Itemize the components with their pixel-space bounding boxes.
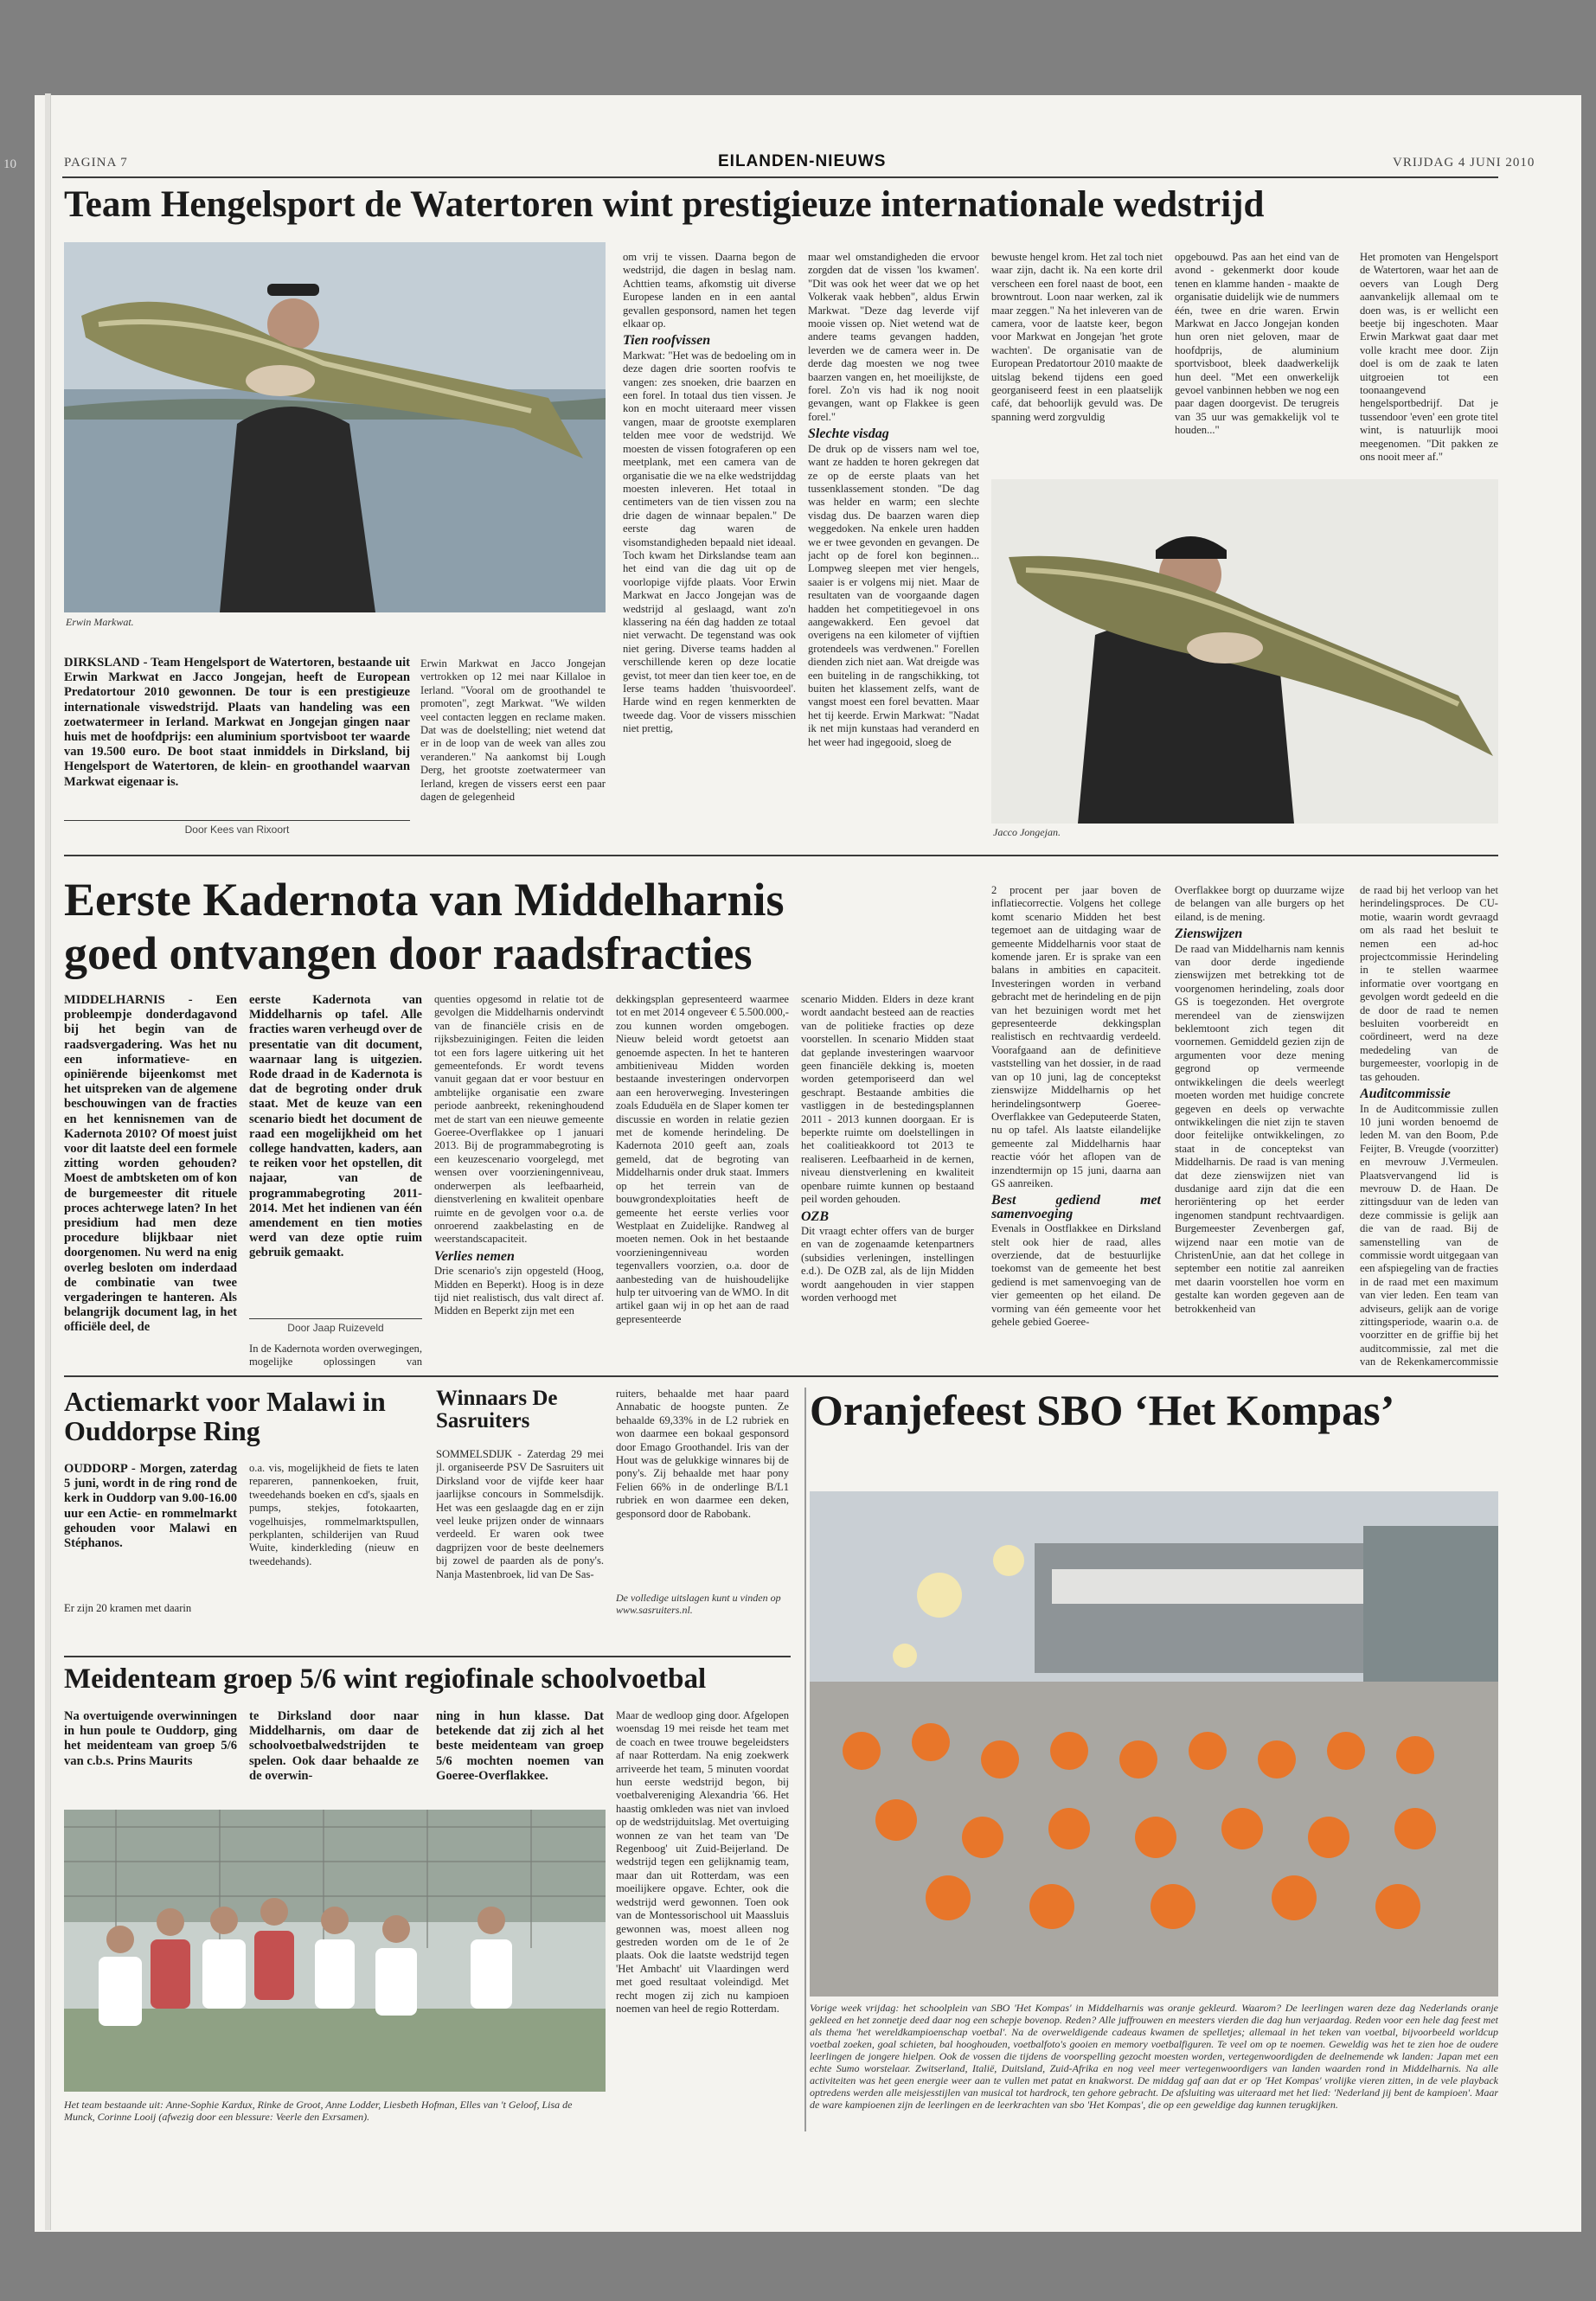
kadernota-col-e-subhead: OZB — [801, 1208, 829, 1224]
kadernota-byline: Door Jaap Ruizeveld — [287, 1322, 384, 1334]
kadernota-col-h — [1360, 884, 1498, 1370]
kadernota-col-e — [801, 993, 974, 1370]
kadernota-col-c-text2: Drie scenario's zijn opgesteld (Hoog, Midden en Beperkt). Hoog is in deze tijd niet realistisch, dus valt direct af. Midden en Beperkt zijn met een — [434, 1265, 604, 1317]
fishing-col-e: opgebouwd. Pas aan het eind van de avond - gekenmerkt door koude tenen en klamme handen - maakte de organisatie duidelijk wie de nummers één, twee en drie waren. Erwin Markwat en Jacco Jongejan konden hun oren niet geloven, maar de hoofdprijs, de aluminium sportvisboot, bleek daadwerkelijk hun deel. "Met een onwerkelijk gevoel vanbinnen hebben we nog een paar dagen doorgevist. De terugreis van 35 uur was gemakkelijk vol te houden..." — [1175, 251, 1339, 437]
fishing-col-c-subhead: Slechte visdag — [808, 426, 889, 442]
meiden-lead-b: te Dirksland door naar Middelharnis, om daar de schoolvoetbalwedstrijden te spelen. Ook daar behaalde ze de overwin- — [249, 1709, 419, 1783]
fishing-col-d: bewuste hengel krom. Het zal toch niet waar zijn, dacht ik. Na een korte dril verscheen een forel naast de boot, een browntrout. Loon naar werken, zal ik maar zeggen." Na het inleveren van de camera, voor de laatste keer, begon voor Markwat en Jongejan 'het grote wachten'. De organisatie van de European Predatortour 2010 maakte de uitslag bekend tijdens een goed georganiseerd feest in een plaatselijk café, dat behoorlijk gevuld was. De spanning werd zorgvuldig — [991, 251, 1163, 423]
fishing-byline: Door Kees van Rixoort — [184, 824, 290, 836]
malawi-lead: OUDDORP - Morgen, zaterdag 5 juni, wordt in de ring rond de kerk in Ouddorp van 9.00-16.00 uur een Actie- en rommelmarkt gehouden voor Malawi en Stéphanos. — [64, 1462, 237, 1551]
kadernota-col-f-subhead: Best gediend met samenvoeging — [991, 1193, 1161, 1221]
meiden-headline: Meidenteam groep 5/6 wint regiofinale schoolvoetbal — [64, 1663, 707, 1695]
photo-erwin-markwat — [64, 242, 606, 612]
fishing-col-b — [623, 251, 796, 843]
kompas-headline: Oranjefeest SBO ‘Het Kompas’ — [810, 1386, 1395, 1434]
fishing-headline: Team Hengelsport de Watertoren wint prestigieuze internationale wedstrijd — [64, 184, 1265, 225]
kadernota-lead-a: MIDDELHARNIS - Een probleempje donderdagavond bij het begin van de raadsvergadering. Was het nu een informatieve- en opiniërende bijeenkomst met het uitspreken van de algemene beschouwingen van de fracties en het kennisnemen van de Kadernota 2010? Of moest juist voor dit laatste deel een formele zitting worden gehouden? Moest de ambtsketen om of kon de burgemeester dit rituele proces achterwege laten? In het presidium had men deze procedure blijkbaar niet doorgenomen. Nu werd na enig overleg besloten om inderdaad de combinatie van twee vergaderingen te hanteren. Als belangrijk document lag, in het officiële deel, de — [64, 993, 237, 1335]
fishing-lead: DIRKSLAND - Team Hengelsport de Watertoren, bestaande uit Erwin Markwat en Jacco Jongejan, heeft de European Predatortour 2010 gewonnen. De tour is een prestigieuze internationale viswedstrijd. Plaats van handeling was een zoetwatermeer in Ierland. Markwat en Jongejan gingen naar huis met de hoofdprijs: een aluminium sportvisboot ter waarde van 19.500 euro. De boot staat inmiddels in Dirksland, bij Hengelsport de Watertoren, de klein- en groothandel waarvan Markwat eigenaar is. — [64, 656, 410, 789]
kadernota-col-h-text: de raad bij het verloop van het herindelingsproces. De CU-motie, waarin wordt gevraagd om als raad het besluit te nemen een ad-hoc projectcommissie Herindeling in te stellen waarmee informatie over voortgang en gevolgen wordt gedeeld en die de door de raad te nemen besluiten voorbereidt en coördineert, werd na deze mededeling van de burgemeester, voorlopig in de tas gehouden. — [1360, 884, 1498, 1083]
meiden-lead-c: ning in hun klasse. Dat betekende dat zij zich al het beste meidenteam van groep 5/6 mochten noemen van Goeree-Overflakkee. — [436, 1709, 604, 1783]
byline-rule — [64, 820, 410, 821]
kadernota-col-e-text2: Dit vraagt echter offers van de burger en van de zogenaamde ketenpartners (subsidies verleningen, instellingen e.d.). De OZB zal, als de lijn Midden wordt aangehouden in vier stappen worden verhoogd met — [801, 1224, 974, 1304]
photo-jacco-jongejan — [991, 479, 1498, 824]
sasruiters-body2: ruiters, behaalde met haar paard Annabatic de hoogste punten. Ze behaalde 69,33% in de L2 rubriek en won daarmee een bokaal gesponsord door Emago Groothandel. Iris van der Hout was de gelukkige winnares bij de pony's. Zij behaalde met haar pony Felien 66% in de onderlinge B/L1 rubriek en won daarmee een deken, gesponsord door de Rabobank. — [616, 1388, 789, 1520]
photo2-caption: Jacco Jongejan. — [993, 826, 1061, 838]
kadernota-col-f-text2: Evenals in Oostflakkee en Dirksland stelt ook hier de raad, alles overziende, dat de bestuurlijke toekomst van de gemeente het best gediend is met samenvoeging van de vier gemeenten op het eiland. De vorming van één gemeente voor het gehele gebied Goeree- — [991, 1222, 1161, 1328]
kadernota-col-g-text2: De raad van Middelharnis nam kennis van door derde ingediende zienswijzen met betrekking tot de voorgenomen herindeling, zoals door GS is toegezonden. Het overgrote merendeel van de zienswijzen beklemtoont zich tegen dit voornemen. Gemiddeld gezien zijn de argumenten voor deze mening gegrond op vermeende ontwikkelingen die deels weerlegt moeten worden met huidige concrete gegeven en deels op verwachte ontwikkelingen die niet zijn te staven door feitelijke ontwikkelingen, zo staat in de conceptekst van Middelharnis. De raad is van mening dat deze zienswijzen niet van dusdanige aard zijn dat die een heroriëntering op het eerder ingenomen standpunt rechtvaardigen. Burgemeester Zevenbergen gaf, wijzend naar een motie van de ChristenUnie, aan dat het college in september een notitie zal aanreiken met daarin voorstellen hoe vorm en gestalte kan worden gegeven aan de betrokkenheid van — [1175, 942, 1344, 1315]
fishing-col-c — [808, 251, 979, 843]
masthead: EILANDEN-NIEUWS — [718, 152, 887, 170]
malawi-body-tail: Er zijn 20 kramen met daarin — [64, 1602, 192, 1614]
meiden-body: Maar de wedloop ging door. Afgelopen woensdag 19 mei reisde het team met de coach en twee trouwe begeleidsters af naar Rotterdam. Na enig zoekwerk arriveerde het team, 5 minuten voordat hun eerste wedstrijd begon, bij voetbalvereniging Alexandria '66. Het haastig omkleden was niet van invloed op de wedstrijduitslag. Met overtuiging wonnen ze van het team van 'De Regenboog' uit Zuid-Beijerland. De wedstrijd tegen een gelijknamig team, maar dan uit Rotterdam, was een moeilijkere opgave. Echter, ook die wedstrijd werd gewonnen. Toen ook van de Montessorischool uit Maassluis gewonnen was, moest alleen nog gestreden worden om de 1e of 2e plaats. Ook die laatste wedstrijd tegen 'Het Ambacht' uit Vlaardingen werd met goed resultaat voleindigd. Met recht mogen zij zich nu kampioen noemen van heel de regio Rotterdam. — [616, 1709, 789, 2015]
photo-oranjefeest — [810, 1491, 1498, 1997]
kadernota-headline-line2: goed ontvangen door raadsfracties — [64, 927, 753, 979]
kadernota-col-b2: In de Kadernota worden overwegingen, mogelijke oplossingen van — [249, 1343, 422, 1368]
fishing-col-b-subhead: Tien roofvissen — [623, 333, 711, 349]
kadernota-col-c — [434, 993, 604, 1370]
fishing-col-c-text2: De druk op de vissers nam wel toe, want ze hadden te horen gekregen dat ze op de eerste plaats van het tussenklassement stonden. "De dag was helder en warm; een slechte visdag dus. De baarzen waren diep weggedoken. Na enkele uren hadden we er twee gevonden en gevangen. De jacht op de forel kon beginnen... Lompweg sleepen met vier hengels, saaier is er volgens mij niet. Maar de resultaten van de voorgaande dagen hadden het competitiegevoel in ons aangewakkerd. Een gevoel dat overigens na een kilometer of vijftien grotendeels was verdwenen." Forellen dienden zich niet aan. Wat dreigde was een buiteling in de rangschikking, tot buiten het klassement zelfs, want de vangst moest een forel bevatten. Maar het tij keerde. Erwin Markwat: "Nadat ik net mijn kunstaas had veranderd en het weer had ingegooid, sloeg de — [808, 442, 979, 748]
meiden-caption: Het team bestaande uit: Anne-Sophie Kardux, Rinke de Groot, Anne Lodder, Liesbeth Hofman, Elles van 't Geloof, Lisa de Munck, Corinne Looij (afwezig door een blessure: Veerle den Exrsamen). — [64, 2099, 573, 2123]
photo-meidenteam — [64, 1810, 606, 2092]
section-rule-3 — [64, 1656, 791, 1657]
kadernota-lead-b: eerste Kadernota van Middelharnis op tafel. Alle fracties waren verheugd over de presentatie van dit document, waarnaar lang is uitgezien. Rode draad in de Kadernota is dat de begroting onder druk staat. Met de keuze van een scenario biedt het document de raad een mogelijkheid om het college handvatten, kaders, aan te reiken voor het opstellen, dit najaar, van de programmabegroting 2011-2014. Met het indienen van één amendement en tien moties werd van deze optie ruim gebruik gemaakt. — [249, 993, 422, 1260]
kadernota-col-g-subhead: Zienswijzen — [1175, 926, 1243, 942]
sasruiters-footer: De volledige uitslagen kunt u vinden op www.sasruiters.nl. — [616, 1592, 781, 1616]
edge-page-marker: 10 — [3, 157, 16, 171]
section-rule-1 — [64, 855, 1498, 856]
kadernota-col-h-text2: In de Auditcommissie zullen 10 juni worden benoemd de leden M. van den Boom, P.de Feijter, B. Vreugde (voorzitter) en mevrouw J.Vermeulen. Plaatsvervangend lid is mevrouw D. de Haan. De zittingsduur van de leden van deze commissie is gelijk aan die van de raad. Bij de samenstelling van de commissie wordt uitgegaan van een afspiegeling van de fracties in de raad met een maximum van vier leden. Een team van adviseurs, gelijk aan de vorige zittingsperiode, waarin o.a. de voorzitter en de griffie bij het auditcommissie, zal met die van de Rekenkamercommissie — [1360, 1102, 1498, 1368]
fishing-col-b-text: om vrij te vissen. Daarna begon de wedstrijd, die dagen in beslag nam. Achttien teams, afkomstig uit diverse Europese landen en in een aantal gevallen gesponsord, namen het tegen elkaar op. — [623, 251, 796, 330]
kadernota-headline-line1: Eerste Kadernota van Middelharnis — [64, 874, 785, 926]
kadernota-col-g-text: Overflakkee borgt op duurzame wijze de belangen van alle burgers op het eiland, is de mening. — [1175, 884, 1344, 923]
kadernota-col-c-text: quenties opgesomd in relatie tot de gevolgen die Middelharnis ondervindt van de financiële crisis en de rijksbezuinigingen. Feiten die leiden tot een fors lagere uitkering uit het gemeentefonds. Er wordt tevens vanuit gegaan dat er voor bestuur en ambtelijke organisatie een zware periode aanbreekt, rekeninghoudend met de start van een nieuwe gemeente Goeree-Overflakkee op 1 januari 2013. Bij de programmabegroting is een keuzescenario voorgelegd, met wensen over voorzieningenniveau, onderwerpen als leefbaarheid, dienstverlening en kwaliteit openbare ruimte en de gevolgen voor o.a. de onroerend zaakbelasting en de weerstandscapaciteit. — [434, 993, 604, 1246]
fishing-col-b-text2: Markwat: "Het was de bedoeling om in deze dagen drie soorten roofvis te vangen: zes snoeken, drie baarzen en een forel. In totaal dus tien vissen. Je kon en mocht uiteraard meer vissen vangen, maar de grootste exemplaren telden mee voor de wedstrijd. We moesten de vissen fotograferen op een meetplank, met een camera van de organisatie die we na elke wedstrijddag moesten inleveren. Het totaal in centimeters van de tien vissen zou na drie dagen de winnaar bepalen." De eerste dag waren de visomstandigheden bepaald niet ideaal. Toch kwam het Dirkslandse team aan het eind van die dag uit op de voorlopige vijfde plaats. Voor Erwin Markwat en Jacco Jongejan was de wedstrijd al geslaagd, want zo'n klassering na één dag hadden ze totaal niet verwacht. De tegenstand was ook niet gering. Diverse teams hadden al verschillende keren op deze locatie gevist, tot meer dan tien keer toe, en de Ierse teams hadden 'thuisvoordeel'. Harde wind en regen kenmerkten de tweede dag. Voor de vissers misschien niet prettig, — [623, 349, 796, 735]
column-divider — [804, 1388, 806, 2131]
issue-date: VRIJDAG 4 JUNI 2010 — [1393, 156, 1535, 170]
sasruiters-headline: Winnaars De Sasruiters — [436, 1387, 558, 1433]
kadernota-col-g — [1175, 884, 1344, 1370]
sasruiters-body: SOMMELSDIJK - Zaterdag 29 mei jl. organiseerde PSV De Sasruiters uit Dirksland voor de vijfde keer haar jaarlijkse concours in Sommelsdijk. Het was een geslaagde dag en er zijn veel leuke prijzen onder de winnaars verdeeld. Er waren ook twee dagprijzen voor de beste deelnemers bij zowel de paarden als de pony's. Nanja Mastenbroek, lid van De Sas- — [436, 1448, 604, 1580]
kadernota-col-c-subhead: Verlies nemen — [434, 1248, 515, 1264]
folio-rule — [62, 176, 1498, 178]
fishing-col-c-text: maar wel omstandigheden die ervoor zorgden dat de vissen 'los kwamen'. "Dit was ook het weer dat we op het Volkerak vaak hebben", aldus Erwin Markwat. "Deze dag leverde vijf mooie vissen op. Niet wetend wat de andere teams gevangen hadden, leverden we de camera weer in. De derde dag moesten we nog twee baarzen vangen en, het moeilijkste, de forel. Zo'n vis had ik nog nooit gevangen, want op Flakkee is geen forel." — [808, 251, 979, 423]
kadernota-col-d: dekkingsplan gepresenteerd waarmee tot en met 2014 ongeveer € 5.500.000,- zou kunnen worden omgebogen. Nieuw beleid wordt getoetst aan genoemde aspecten. In het te hanteren ambitieniveau Midden worden bestaande investeringen ondervorpen aan een heroverweging. Investeringen zoals Eduduëla en de Slaper komen ter discussie en worden in relatie gezien met de komende herindeling. De Kadernota 2010 geeft aan, zoals gemeld, dat de begroting van Middelharnis onder druk staat. Immers op het terrein van de bouwgrondexploitaties heeft de gemeente het eerste verlies voor Westplaat en Zuidelijke. Randweg al moeten nemen. Ook in het bestaande voorzieningenniveau worden tegenvallers voorzien, o.a. door de aanbesteding van de huishoudelijke hulp ter uitvoering van de WMO. In dit artikel gaan wij in op het aan de raad gepresenteerde — [616, 993, 789, 1325]
malawi-col-b: o.a. vis, mogelijkheid de fiets te laten repareren, pannenkoeken, fruit, tweedehands boeken en cd's, sjaals en pumps, stekjes, fotokaarten, vogelhuisjes, rommelmarktspullen, perkplanten, schilderijen van Ruud Wuite, kinderkleding (nieuw en tweedehands). — [249, 1462, 419, 1567]
page-binding-edge — [45, 93, 51, 2230]
photo1-caption: Erwin Markwat. — [66, 616, 134, 628]
kadernota-byline-rule — [249, 1318, 422, 1319]
fishing-col-f: Het promoten van Hengelsport de Watertoren, waar het aan de oevers van Lough Derg aanvankelijk allemaal om te doen was, is er wellicht een beetje bij ingeschoten. Maar Erwin Markwat gaat daar met volle kracht mee door. Zijn doel is om de zaak te laten uitgroeien tot een toonaangevend hengelsportbedrijf. Dat je tussendoor 'even' een grote titel wint, is natuurlijk mooi meegenomen. "Dit pakken ze ons nooit meer af." — [1360, 251, 1498, 464]
kadernota-col-e-text: scenario Midden. Elders in deze krant wordt aandacht besteed aan de reacties van de politieke fracties op deze voorstellen. In scenario Midden staat dat geplande investeringen waarvoor geen financiële dekking is, moeten worden getemporiseerd dan wel geschrapt. Bestaande ambities die vastliggen in de bestedingsplannen 2011 - 2013 kunnen doorgaan. Er is beperkte ruimte om doelstellingen in het coalitieakkoord tot 2013 te realiseren. Leefbaarheid in de kernen, niveau dienstverlening en kwaliteit openbare ruimte kunnen op bestaand peil worden gehouden. — [801, 993, 974, 1206]
malawi-headline: Actiemarkt voor Malawi in Ouddorpse Ring — [64, 1386, 386, 1446]
meiden-lead-a: Na overtuigende overwinningen in hun poule te Ouddorp, ging het meidenteam van groep 5/6 van c.b.s. Prins Maurits — [64, 1709, 237, 1768]
page-number: PAGINA 7 — [64, 156, 128, 170]
fishing-col-a: Erwin Markwat en Jacco Jongejan vertrokken op 12 mei naar Killaloe in Ierland. "Vooral om de groothandel te promoten", zegt Markwat. "We wilden veel contacten leggen en reclame maken. Dat was de doelstelling; niet wetend dat er in de loop van de week van alles zou veranderen." Na aankomst bij Lough Derg, het grootste zoetwatermeer van Ierland, kregen de vissers eerst een paar dagen de gelegenheid — [420, 657, 606, 804]
kadernota-col-f — [991, 884, 1161, 1370]
kadernota-col-h-subhead: Auditcommissie — [1360, 1086, 1451, 1102]
kompas-caption: Vorige week vrijdag: het schoolplein van SBO 'Het Kompas' in Middelharnis was oranje gekleurd. Waarom? De leerlingen waren deze dag Nederlands oranje gekleed en het zonnetje deed daar nog een schepje bovenop. Reden? Alle juffrouwen en meesters vierden die dag hun verjaardag. Reden voor een hele dag feest met als thema 'het wereldkampioenschap voetbal'. Na de overweldigende cadeaus kwamen de spelletjes; allemaal in het teken van voetbal, bijvoorbeeld worldcup voetbal zoeken, goal schieten, bal hooghouden, voetbalfoto's gooien en memory voetbalfiguren. Te veel om op te noemen. Geweldig was het te zien hoe de oudere leerlingen de jongere hielpen. Ook de vossen die tijdens de voorspelling gezocht moesten worden, vertegenwoordigden de deelnemende wk landen: Japan met een echte Sumo worstelaar. Zwitserland, Italië, Duitsland, Zuid-Afrika en nog veel meer vertegenwoordigers van landen waarden rond in Middelharnis. Na alle activiteiten was het geen energie weer aan te vullen met patat en knakworst. De middag gaf aan dat er op 'Het Kompas' vrolijke vieren zitten, in de vele playback optredens werden alle meisjesstijlen van musical tot hardrock, ten gehore gebracht. De afsluiting was uiteraard met het lied: 'Nederland jij bent de kampioen'. Maar de ware kampioenen zijn de leerlingen en de leerkrachten van sbo 'Het Kompas', die op een geweldige dag kunnen terugkijken. — [810, 2002, 1498, 2111]
kadernota-col-f-text: 2 procent per jaar boven de inflatiecorrectie. Volgens het college komt scenario Midden het best tegemoet aan de uitdaging waar de gemeente Middelharnis voor staat de komende jaren. Er is sprake van een balans in ambities en capaciteit. Investeringen worden in verband gebracht met de herindeling en de pijn van het bezuinigen wordt met het gepresenteerde dekkingsplan realistisch en rechtvaardig verdeeld. Voorafgaand aan de definitieve vaststelling van het dossier, in de raad van op 10 juni, lag de conceptekst zienswijze Middelharnis op het herindelingsontwerp Goeree-Overflakkee van Gedeputeerde Staten, nu op tafel. Als laatste eilandelijke gemeente zal Middelharnis haar reactie vóór het aflopen van de inzendtermijn op 15 juni, daarna aan GS aanreiken. — [991, 884, 1161, 1189]
section-rule-2 — [64, 1375, 1498, 1377]
